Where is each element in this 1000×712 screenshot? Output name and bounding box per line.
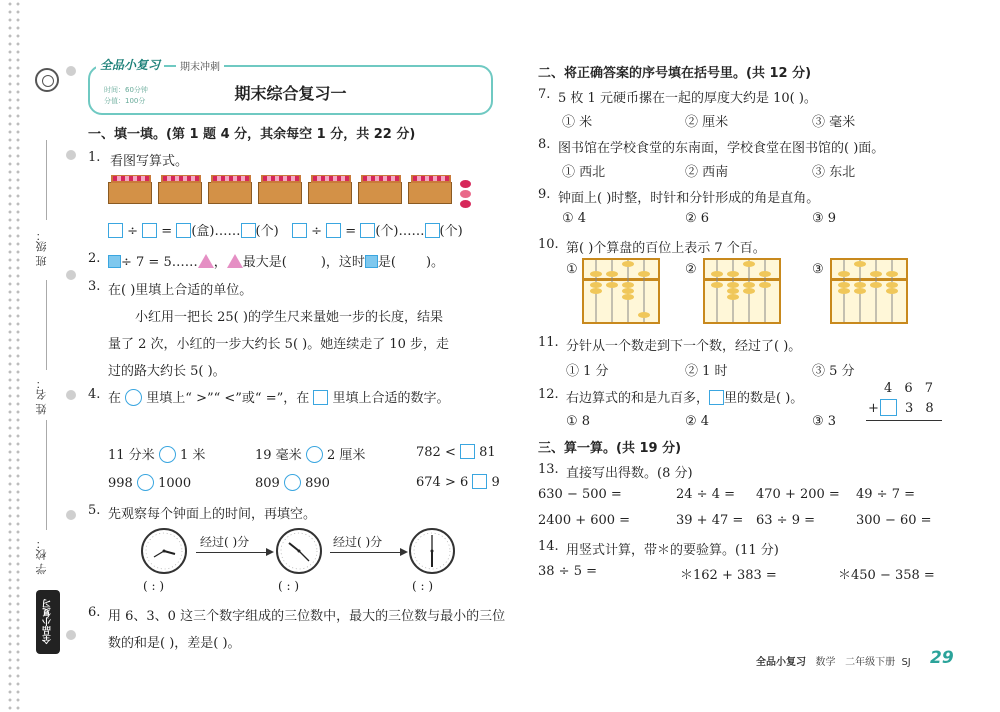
calc-item: 38 ÷ 5 = <box>538 564 597 579</box>
q4-text: 在 里填上“ >”“ <”或“ =”，在 里填上合适的数字。 <box>108 391 450 406</box>
answer-box[interactable] <box>425 223 440 238</box>
digit-box <box>313 390 328 405</box>
q4-item: 19 毫米 2 厘米 <box>255 448 366 463</box>
vertical-top-number: 4 6 7 <box>884 381 938 396</box>
unit-ge-label: (个) <box>255 224 279 239</box>
q5-text: 先观察每个钟面上的时间，再填空。 <box>108 507 317 522</box>
time-answer[interactable]: ( : ) <box>412 579 434 593</box>
q2-text: ÷ 7 = 5…… ， 最大是( )，这时 是( )。 <box>108 251 444 270</box>
q4-item: 809 890 <box>255 476 330 491</box>
q4-item: 11 分米 1 米 <box>108 448 206 463</box>
q9-option[interactable]: ③ 9 <box>812 211 837 226</box>
q12-number: 12. <box>538 387 559 402</box>
answer-box[interactable] <box>292 223 307 238</box>
q8-option[interactable]: ① 西北 <box>562 165 606 180</box>
calc-item: 2400 + 600 = <box>538 513 631 528</box>
box-of-balls <box>358 182 402 204</box>
q14-text: 用竖式计算，带＊的要验算。(11 分) <box>566 543 779 558</box>
school-line <box>46 420 47 530</box>
q12-text: 右边算式的和是九百多， 里的数是( )。 <box>566 391 804 406</box>
q12-option[interactable]: ③ 3 <box>812 414 837 429</box>
q7-text: 5 枚 1 元硬币摞在一起的厚度大约是 10( )。 <box>558 91 817 106</box>
unit-box-label: (盒) <box>191 224 215 239</box>
q10-option[interactable]: ③ <box>812 262 824 277</box>
unit-ge-label: (个) <box>439 224 463 239</box>
q11-option[interactable]: ② 1 时 <box>685 364 728 379</box>
q10-option[interactable]: ① <box>566 262 578 277</box>
section3-heading: 三、算一算。(共 19 分) <box>538 441 682 456</box>
sum-line <box>866 420 942 421</box>
emblem-icon <box>35 68 59 92</box>
q11-number: 11. <box>538 335 559 350</box>
q2-number: 2. <box>88 251 101 266</box>
q10-number: 10. <box>538 237 559 252</box>
clock-icon <box>140 527 188 575</box>
class-line <box>46 140 47 220</box>
arrow-line <box>196 552 268 553</box>
section1-heading: 一、填一填。(第 1 题 4 分，其余每空 1 分，共 22 分) <box>88 127 416 142</box>
q4-item: 782 < 81 <box>416 445 496 460</box>
q1-equation-2: ÷ = (个)…… (个) <box>292 220 463 239</box>
triangle-icon <box>198 254 214 268</box>
q5-pass-label: 经过( )分 <box>333 535 383 549</box>
clock-icon <box>408 527 456 575</box>
box-of-balls <box>208 182 252 204</box>
footer-brand: 全品小复习 <box>756 657 806 668</box>
brand-logo: 全品小复习 <box>96 56 164 73</box>
page-title: 期末综合复习一 <box>234 84 347 103</box>
calc-item: 39 + 47 = <box>676 513 744 528</box>
page-number: 29 <box>930 648 954 668</box>
calc-item: ＊162 + 383 = <box>680 568 777 583</box>
plus-sign: + <box>868 401 879 416</box>
box-of-balls <box>258 182 302 204</box>
abacus-icon <box>830 258 908 324</box>
q3-number: 3. <box>88 279 101 294</box>
q11-text: 分针从一个数走到下一个数，经过了( )。 <box>566 339 802 354</box>
calc-item: 470 + 200 = <box>756 487 840 502</box>
compare-circle[interactable] <box>137 474 154 491</box>
arrow-icon <box>400 548 408 556</box>
q4-item: 998 1000 <box>108 476 192 491</box>
q9-option[interactable]: ② 6 <box>685 211 710 226</box>
answer-box[interactable] <box>108 223 123 238</box>
box-of-balls <box>108 182 152 204</box>
q4-item: 674 > 6 9 <box>416 475 500 490</box>
q6-number: 6. <box>88 605 101 620</box>
answer-box[interactable] <box>326 223 341 238</box>
q1-text: 看图写算式。 <box>110 154 189 169</box>
box-of-balls <box>408 182 452 204</box>
calc-item: 24 ÷ 4 = <box>676 487 735 502</box>
triangle-icon <box>227 254 243 268</box>
q11-option[interactable]: ① 1 分 <box>566 364 609 379</box>
q4-number: 4. <box>88 387 101 402</box>
arrow-line <box>330 552 402 553</box>
q9-option[interactable]: ① 4 <box>562 211 587 226</box>
vertical-bottom-number: 3 8 <box>905 401 938 416</box>
digit-box <box>709 390 724 405</box>
answer-box[interactable] <box>360 223 375 238</box>
clock-icon <box>275 527 323 575</box>
q8-text: 图书馆在学校食堂的东南面，学校食堂在图书馆的( )面。 <box>558 141 885 156</box>
q12-option[interactable]: ② 4 <box>685 414 710 429</box>
box-of-balls <box>158 182 202 204</box>
footer-grade: 二年级下册 <box>845 657 896 668</box>
calc-item: 63 ÷ 9 = <box>756 513 815 528</box>
footer-edition: SJ <box>901 657 911 668</box>
abacus-icon <box>582 258 660 324</box>
q8-number: 8. <box>538 137 551 152</box>
q8-option[interactable]: ② 西南 <box>685 165 729 180</box>
q12-option[interactable]: ① 8 <box>566 414 591 429</box>
square-icon <box>365 255 378 268</box>
binding-hole <box>66 66 76 76</box>
side-logo: 全品小复习 <box>36 590 60 654</box>
q14-number: 14. <box>538 539 559 554</box>
q8-option[interactable]: ③ 东北 <box>812 165 856 180</box>
q1-number: 1. <box>88 150 101 165</box>
q13-number: 13. <box>538 462 559 477</box>
header-subtitle: 期末冲刺 <box>176 58 224 73</box>
loose-balls-icon <box>460 180 472 208</box>
q3-text: 在( )里填上合适的单位。 <box>108 283 253 298</box>
box-of-balls <box>308 182 352 204</box>
binding-hole <box>66 390 76 400</box>
school-label: 学 校： <box>35 538 48 575</box>
calc-item: ＊450 − 358 = <box>838 568 935 583</box>
ellipsis: …… <box>214 224 241 239</box>
class-label: 班 级： <box>35 230 48 267</box>
q7-number: 7. <box>538 87 551 102</box>
time-answer[interactable]: ( : ) <box>143 579 165 593</box>
binding-hole <box>66 630 76 640</box>
q5-pass-label: 经过( )分 <box>200 535 250 549</box>
square-icon <box>108 255 121 268</box>
unit-ge-label: (个) <box>375 224 399 239</box>
q10-option[interactable]: ② <box>685 262 697 277</box>
q1-equation-1: ÷ = (盒)…… (个) <box>108 220 279 239</box>
compare-circle <box>125 389 142 406</box>
q3-line1: 小红用一把长 25( )的学生尺来量她一步的长度，结果 <box>135 310 443 325</box>
digit-box[interactable] <box>880 399 897 416</box>
answer-box[interactable] <box>142 223 157 238</box>
q13-text: 直接写出得数。(8 分) <box>566 466 693 481</box>
q6-line1: 用 6、3、0 这三个数字组成的三位数中，最大的三位数与最小的三位 <box>108 609 506 624</box>
q5-number: 5. <box>88 503 101 518</box>
name-line <box>46 280 47 370</box>
section2-heading: 二、将正确答案的序号填在括号里。(共 12 分) <box>538 66 812 81</box>
arrow-icon <box>266 548 274 556</box>
time-label: 时间：60分钟 <box>104 86 148 94</box>
q3-line2: 量了 2 次，小红的一步大约长 5( )。她连续走了 10 步，走 <box>108 337 450 352</box>
time-answer[interactable]: ( : ) <box>278 579 300 593</box>
abacus-icon <box>703 258 781 324</box>
q9-text: 钟面上( )时整，时针和分针形成的角是直角。 <box>558 191 820 206</box>
answer-box[interactable] <box>241 223 256 238</box>
binding-hole <box>66 270 76 280</box>
compare-circle[interactable] <box>284 474 301 491</box>
page-footer <box>756 653 911 668</box>
header-banner <box>88 58 493 115</box>
compare-circle[interactable] <box>159 446 176 463</box>
digit-box[interactable] <box>460 444 475 459</box>
q7-option[interactable]: ② 厘米 <box>685 115 729 130</box>
q10-text: 第( )个算盘的百位上表示 7 个百。 <box>566 241 766 256</box>
dot-pattern <box>6 0 22 712</box>
ellipsis: …… <box>398 224 425 239</box>
q9-number: 9. <box>538 187 551 202</box>
q7-option[interactable]: ① 米 <box>562 115 593 130</box>
name-label: 姓 名： <box>35 378 48 415</box>
binding-hole <box>66 510 76 520</box>
q7-option[interactable]: ③ 毫米 <box>812 115 856 130</box>
answer-box[interactable] <box>176 223 191 238</box>
binding-hole <box>66 150 76 160</box>
calc-item: 630 − 500 = <box>538 487 622 502</box>
q3-line3: 过的路大约长 5( )。 <box>108 364 226 379</box>
score-label: 分值：100分 <box>104 97 146 105</box>
q6-line2: 数的和是( )，差是( )。 <box>108 636 241 651</box>
compare-circle[interactable] <box>306 446 323 463</box>
q11-option[interactable]: ③ 5 分 <box>812 364 855 379</box>
footer-subject: 数学 <box>815 657 836 668</box>
calc-item: 300 − 60 = <box>856 513 932 528</box>
digit-box[interactable] <box>472 474 487 489</box>
calc-item: 49 ÷ 7 = <box>856 487 915 502</box>
